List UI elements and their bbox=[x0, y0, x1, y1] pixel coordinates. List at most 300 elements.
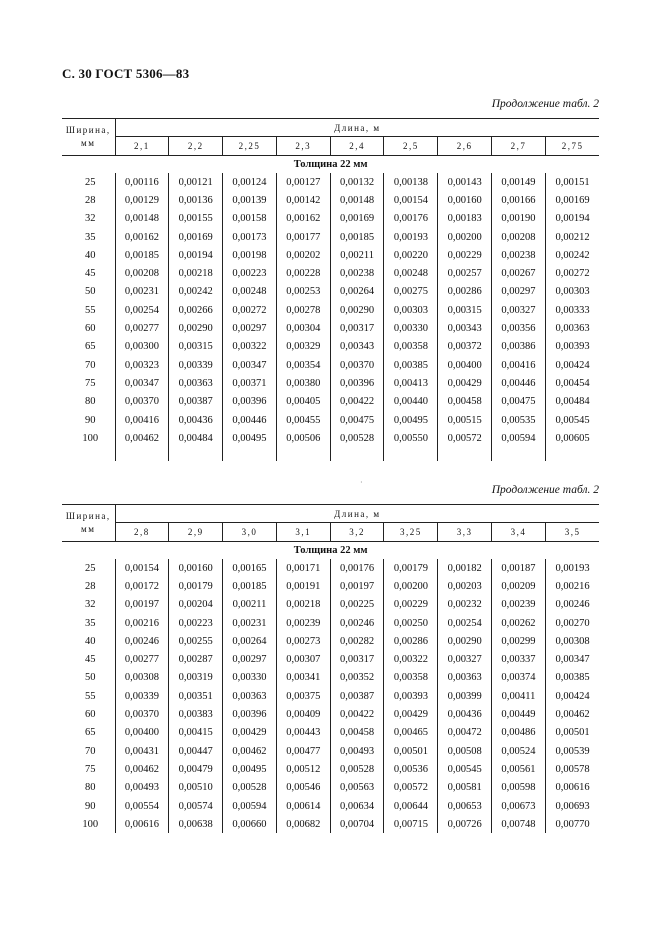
volume-cell: 0,00387 bbox=[330, 687, 384, 705]
length-value-header: 2,7 bbox=[492, 137, 546, 156]
volume-cell: 0,00429 bbox=[384, 705, 438, 723]
volume-cell: 0,00194 bbox=[545, 210, 599, 228]
table-row bbox=[62, 779, 599, 797]
volume-cell: 0,00239 bbox=[492, 596, 546, 614]
volume-cell: 0,00422 bbox=[330, 705, 384, 723]
volume-cell: 0,00220 bbox=[384, 246, 438, 264]
volume-cell: 0,00239 bbox=[276, 614, 330, 632]
volume-cell: 0,00183 bbox=[438, 210, 492, 228]
volume-cell: 0,00454 bbox=[545, 374, 599, 392]
volume-cell: 0,00508 bbox=[438, 742, 492, 760]
volume-cell: 0,00528 bbox=[330, 760, 384, 778]
volume-cell: 0,00208 bbox=[492, 228, 546, 246]
volume-cell: 0,00413 bbox=[384, 374, 438, 392]
width-cell: 45 bbox=[85, 268, 96, 280]
volume-cell: 0,00166 bbox=[492, 191, 546, 209]
volume-cell: 0,00297 bbox=[492, 283, 546, 301]
volume-cell: 0,00229 bbox=[438, 246, 492, 264]
volume-cell: 0,00218 bbox=[276, 596, 330, 614]
length-value-header: 3,2 bbox=[330, 523, 384, 542]
volume-cell: 0,00270 bbox=[545, 614, 599, 632]
volume-cell: 0,00475 bbox=[330, 411, 384, 429]
table-row bbox=[62, 283, 599, 301]
volume-cell: 0,00638 bbox=[169, 815, 223, 833]
volume-cell: 0,00385 bbox=[545, 669, 599, 687]
thickness-label: Толщина 22 мм bbox=[293, 159, 368, 170]
volume-cell: 0,00308 bbox=[545, 632, 599, 650]
volume-cell: 0,00351 bbox=[169, 687, 223, 705]
volume-cell: 0,00574 bbox=[169, 797, 223, 815]
volume-cell: 0,00372 bbox=[438, 338, 492, 356]
table-row bbox=[62, 669, 599, 687]
volume-cell: 0,00501 bbox=[384, 742, 438, 760]
width-cell: 50 bbox=[85, 286, 96, 298]
width-cell: 32 bbox=[85, 599, 96, 611]
volume-cell: 0,00124 bbox=[223, 173, 277, 191]
volume-cell: 0,00416 bbox=[492, 356, 546, 374]
page-header: С. 30 ГОСТ 5306—83 bbox=[62, 66, 190, 81]
table-row bbox=[62, 559, 599, 577]
volume-table-2 bbox=[62, 504, 599, 833]
volume-cell: 0,00299 bbox=[492, 632, 546, 650]
width-cell: 60 bbox=[85, 709, 96, 721]
width-cell: 100 bbox=[82, 818, 99, 830]
volume-cell: 0,00248 bbox=[223, 283, 277, 301]
volume-cell: 0,00248 bbox=[384, 264, 438, 282]
volume-cell: 0,00162 bbox=[276, 210, 330, 228]
volume-cell: 0,00172 bbox=[115, 577, 169, 595]
table-row bbox=[62, 596, 599, 614]
volume-cell: 0,00317 bbox=[330, 650, 384, 668]
volume-cell: 0,00286 bbox=[384, 632, 438, 650]
length-value-header: 3,4 bbox=[492, 523, 546, 542]
volume-cell: 0,00200 bbox=[384, 577, 438, 595]
volume-cell: 0,00169 bbox=[545, 191, 599, 209]
volume-cell: 0,00216 bbox=[115, 614, 169, 632]
table-tail-row bbox=[62, 447, 599, 461]
table-row bbox=[62, 264, 599, 282]
volume-cell: 0,00693 bbox=[545, 797, 599, 815]
volume-cell: 0,00462 bbox=[115, 429, 169, 447]
volume-cell: 0,00203 bbox=[438, 577, 492, 595]
volume-cell: 0,00704 bbox=[330, 815, 384, 833]
table-row bbox=[62, 724, 599, 742]
volume-cell: 0,00229 bbox=[384, 596, 438, 614]
volume-cell: 0,00308 bbox=[115, 669, 169, 687]
volume-cell: 0,00370 bbox=[115, 393, 169, 411]
volume-cell: 0,00187 bbox=[492, 559, 546, 577]
volume-cell: 0,00290 bbox=[330, 301, 384, 319]
volume-cell: 0,00550 bbox=[384, 429, 438, 447]
volume-cell: 0,00748 bbox=[492, 815, 546, 833]
volume-cell: 0,00399 bbox=[438, 687, 492, 705]
volume-cell: 0,00495 bbox=[384, 411, 438, 429]
volume-cell: 0,00449 bbox=[492, 705, 546, 723]
volume-cell: 0,00333 bbox=[545, 301, 599, 319]
width-cell: 70 bbox=[85, 359, 96, 371]
volume-cell: 0,00275 bbox=[384, 283, 438, 301]
width-cell: 75 bbox=[85, 763, 96, 775]
volume-cell: 0,00136 bbox=[169, 191, 223, 209]
volume-cell: 0,00539 bbox=[545, 742, 599, 760]
volume-cell: 0,00193 bbox=[384, 228, 438, 246]
volume-cell: 0,00715 bbox=[384, 815, 438, 833]
volume-cell: 0,00238 bbox=[330, 264, 384, 282]
table-row bbox=[62, 374, 599, 392]
length-value-header: 2,1 bbox=[115, 137, 169, 156]
volume-cell: 0,00290 bbox=[169, 319, 223, 337]
volume-cell: 0,00277 bbox=[115, 650, 169, 668]
length-value-header: 2,9 bbox=[169, 523, 223, 542]
volume-cell: 0,00616 bbox=[545, 779, 599, 797]
volume-cell: 0,00400 bbox=[438, 356, 492, 374]
volume-cell: 0,00393 bbox=[384, 687, 438, 705]
volume-cell: 0,00148 bbox=[115, 210, 169, 228]
volume-cell: 0,00387 bbox=[169, 393, 223, 411]
volume-cell: 0,00254 bbox=[438, 614, 492, 632]
volume-cell: 0,00431 bbox=[115, 742, 169, 760]
volume-cell: 0,00363 bbox=[545, 319, 599, 337]
volume-cell: 0,00231 bbox=[115, 283, 169, 301]
volume-cell: 0,00173 bbox=[223, 228, 277, 246]
volume-cell: 0,00660 bbox=[223, 815, 277, 833]
width-cell: 28 bbox=[85, 580, 96, 592]
volume-cell: 0,00211 bbox=[223, 596, 277, 614]
length-header: Длина, м bbox=[115, 119, 599, 137]
width-cell: 32 bbox=[85, 213, 96, 225]
table-row bbox=[62, 356, 599, 374]
volume-cell: 0,00512 bbox=[276, 760, 330, 778]
volume-cell: 0,00726 bbox=[438, 815, 492, 833]
width-cell: 65 bbox=[85, 727, 96, 739]
width-cell: 80 bbox=[85, 396, 96, 408]
volume-cell: 0,00446 bbox=[223, 411, 277, 429]
volume-cell: 0,00515 bbox=[438, 411, 492, 429]
length-value-header: 3,3 bbox=[438, 523, 492, 542]
volume-cell: 0,00264 bbox=[223, 632, 277, 650]
width-cell: 35 bbox=[85, 617, 96, 629]
volume-cell: 0,00411 bbox=[492, 687, 546, 705]
volume-cell: 0,00267 bbox=[492, 264, 546, 282]
volume-cell: 0,00682 bbox=[276, 815, 330, 833]
volume-cell: 0,00396 bbox=[330, 374, 384, 392]
volume-cell: 0,00409 bbox=[276, 705, 330, 723]
volume-cell: 0,00358 bbox=[384, 338, 438, 356]
volume-cell: 0,00228 bbox=[276, 264, 330, 282]
volume-cell: 0,00644 bbox=[384, 797, 438, 815]
volume-cell: 0,00341 bbox=[276, 669, 330, 687]
width-cell: 100 bbox=[82, 432, 99, 444]
width-cell: 80 bbox=[85, 782, 96, 794]
volume-cell: 0,00282 bbox=[330, 632, 384, 650]
volume-cell: 0,00510 bbox=[169, 779, 223, 797]
scan-dot: · bbox=[360, 478, 363, 487]
volume-cell: 0,00363 bbox=[438, 669, 492, 687]
volume-cell: 0,00572 bbox=[438, 429, 492, 447]
volume-cell: 0,00223 bbox=[169, 614, 223, 632]
width-cell: 40 bbox=[85, 635, 96, 647]
volume-cell: 0,00545 bbox=[545, 411, 599, 429]
volume-cell: 0,00598 bbox=[492, 779, 546, 797]
volume-cell: 0,00352 bbox=[330, 669, 384, 687]
volume-cell: 0,00581 bbox=[438, 779, 492, 797]
width-cell: 25 bbox=[85, 562, 96, 574]
table-row bbox=[62, 687, 599, 705]
volume-cell: 0,00370 bbox=[115, 705, 169, 723]
volume-cell: 0,00371 bbox=[223, 374, 277, 392]
volume-cell: 0,00424 bbox=[545, 687, 599, 705]
table-row bbox=[62, 301, 599, 319]
length-value-header: 3,0 bbox=[223, 523, 277, 542]
length-value-header: 2,8 bbox=[115, 523, 169, 542]
volume-cell: 0,00634 bbox=[330, 797, 384, 815]
volume-cell: 0,00396 bbox=[223, 393, 277, 411]
volume-cell: 0,00246 bbox=[330, 614, 384, 632]
table-row bbox=[62, 614, 599, 632]
width-cell: 60 bbox=[85, 323, 96, 335]
volume-cell: 0,00212 bbox=[545, 228, 599, 246]
volume-cell: 0,00501 bbox=[545, 724, 599, 742]
volume-cell: 0,00200 bbox=[438, 228, 492, 246]
volume-cell: 0,00446 bbox=[492, 374, 546, 392]
volume-table-1 bbox=[62, 118, 599, 461]
volume-cell: 0,00154 bbox=[115, 559, 169, 577]
volume-cell: 0,00232 bbox=[438, 596, 492, 614]
volume-cell: 0,00327 bbox=[438, 650, 492, 668]
length-value-header: 2,25 bbox=[223, 137, 277, 156]
volume-cell: 0,00363 bbox=[169, 374, 223, 392]
table-row bbox=[62, 815, 599, 833]
volume-cell: 0,00477 bbox=[276, 742, 330, 760]
volume-cell: 0,00185 bbox=[115, 246, 169, 264]
volume-cell: 0,00225 bbox=[330, 596, 384, 614]
volume-cell: 0,00363 bbox=[223, 687, 277, 705]
volume-cell: 0,00528 bbox=[330, 429, 384, 447]
volume-cell: 0,00317 bbox=[330, 319, 384, 337]
volume-cell: 0,00191 bbox=[276, 577, 330, 595]
volume-cell: 0,00197 bbox=[115, 596, 169, 614]
volume-cell: 0,00193 bbox=[545, 559, 599, 577]
volume-cell: 0,00455 bbox=[276, 411, 330, 429]
volume-cell: 0,00198 bbox=[223, 246, 277, 264]
volume-cell: 0,00158 bbox=[223, 210, 277, 228]
volume-cell: 0,00242 bbox=[169, 283, 223, 301]
volume-cell: 0,00330 bbox=[384, 319, 438, 337]
table-row bbox=[62, 577, 599, 595]
width-cell: 90 bbox=[85, 414, 96, 426]
volume-cell: 0,00142 bbox=[276, 191, 330, 209]
length-value-header: 2,4 bbox=[330, 137, 384, 156]
volume-cell: 0,00330 bbox=[223, 669, 277, 687]
volume-cell: 0,00273 bbox=[276, 632, 330, 650]
table-row bbox=[62, 632, 599, 650]
volume-cell: 0,00278 bbox=[276, 301, 330, 319]
volume-cell: 0,00231 bbox=[223, 614, 277, 632]
table-row bbox=[62, 319, 599, 337]
volume-cell: 0,00197 bbox=[330, 577, 384, 595]
volume-cell: 0,00264 bbox=[330, 283, 384, 301]
volume-cell: 0,00194 bbox=[169, 246, 223, 264]
table-row bbox=[62, 246, 599, 264]
volume-cell: 0,00472 bbox=[438, 724, 492, 742]
volume-cell: 0,00605 bbox=[545, 429, 599, 447]
volume-cell: 0,00254 bbox=[115, 301, 169, 319]
volume-cell: 0,00315 bbox=[169, 338, 223, 356]
volume-cell: 0,00277 bbox=[115, 319, 169, 337]
volume-cell: 0,00202 bbox=[276, 246, 330, 264]
volume-cell: 0,00216 bbox=[545, 577, 599, 595]
width-cell: 55 bbox=[85, 690, 96, 702]
volume-cell: 0,00524 bbox=[492, 742, 546, 760]
width-cell: 25 bbox=[85, 176, 96, 188]
volume-cell: 0,00171 bbox=[276, 559, 330, 577]
volume-cell: 0,00443 bbox=[276, 724, 330, 742]
volume-cell: 0,00337 bbox=[492, 650, 546, 668]
volume-cell: 0,00262 bbox=[492, 614, 546, 632]
volume-cell: 0,00169 bbox=[169, 228, 223, 246]
volume-cell: 0,00339 bbox=[169, 356, 223, 374]
length-header: Длина, м bbox=[115, 505, 599, 523]
volume-cell: 0,00149 bbox=[492, 173, 546, 191]
volume-cell: 0,00506 bbox=[276, 429, 330, 447]
volume-cell: 0,00185 bbox=[223, 577, 277, 595]
length-value-header: 3,25 bbox=[384, 523, 438, 542]
length-value-header: 3,5 bbox=[545, 523, 599, 542]
volume-cell: 0,00253 bbox=[276, 283, 330, 301]
width-header: Ширина, мм bbox=[62, 119, 115, 156]
volume-cell: 0,00385 bbox=[384, 356, 438, 374]
volume-cell: 0,00238 bbox=[492, 246, 546, 264]
volume-cell: 0,00493 bbox=[115, 779, 169, 797]
table-row bbox=[62, 173, 599, 191]
volume-cell: 0,00307 bbox=[276, 650, 330, 668]
volume-cell: 0,00129 bbox=[115, 191, 169, 209]
volume-cell: 0,00151 bbox=[545, 173, 599, 191]
volume-cell: 0,00572 bbox=[384, 779, 438, 797]
volume-cell: 0,00211 bbox=[330, 246, 384, 264]
volume-cell: 0,00339 bbox=[115, 687, 169, 705]
width-cell: 40 bbox=[85, 249, 96, 261]
volume-cell: 0,00179 bbox=[384, 559, 438, 577]
width-cell: 50 bbox=[85, 672, 96, 684]
volume-cell: 0,00561 bbox=[492, 760, 546, 778]
volume-cell: 0,00462 bbox=[545, 705, 599, 723]
volume-cell: 0,00356 bbox=[492, 319, 546, 337]
volume-cell: 0,00396 bbox=[223, 705, 277, 723]
width-cell: 45 bbox=[85, 654, 96, 666]
volume-cell: 0,00300 bbox=[115, 338, 169, 356]
table-row bbox=[62, 650, 599, 668]
volume-cell: 0,00223 bbox=[223, 264, 277, 282]
volume-cell: 0,00315 bbox=[438, 301, 492, 319]
table-row bbox=[62, 411, 599, 429]
length-value-header: 2,5 bbox=[384, 137, 438, 156]
volume-cell: 0,00179 bbox=[169, 577, 223, 595]
volume-cell: 0,00563 bbox=[330, 779, 384, 797]
volume-cell: 0,00447 bbox=[169, 742, 223, 760]
volume-cell: 0,00257 bbox=[438, 264, 492, 282]
volume-cell: 0,00155 bbox=[169, 210, 223, 228]
width-cell: 55 bbox=[85, 304, 96, 316]
table-row bbox=[62, 705, 599, 723]
volume-cell: 0,00272 bbox=[223, 301, 277, 319]
volume-cell: 0,00484 bbox=[169, 429, 223, 447]
table-row bbox=[62, 228, 599, 246]
volume-cell: 0,00218 bbox=[169, 264, 223, 282]
table-row bbox=[62, 429, 599, 447]
volume-cell: 0,00440 bbox=[384, 393, 438, 411]
length-value-header: 2,3 bbox=[276, 137, 330, 156]
volume-cell: 0,00386 bbox=[492, 338, 546, 356]
volume-cell: 0,00286 bbox=[438, 283, 492, 301]
volume-cell: 0,00127 bbox=[276, 173, 330, 191]
volume-cell: 0,00116 bbox=[115, 173, 169, 191]
volume-cell: 0,00297 bbox=[223, 319, 277, 337]
length-value-header: 2,75 bbox=[545, 137, 599, 156]
volume-cell: 0,00138 bbox=[384, 173, 438, 191]
volume-cell: 0,00143 bbox=[438, 173, 492, 191]
volume-cell: 0,00405 bbox=[276, 393, 330, 411]
width-cell: 28 bbox=[85, 194, 96, 206]
volume-cell: 0,00554 bbox=[115, 797, 169, 815]
volume-cell: 0,00329 bbox=[276, 338, 330, 356]
volume-cell: 0,00246 bbox=[545, 596, 599, 614]
volume-cell: 0,00354 bbox=[276, 356, 330, 374]
volume-cell: 0,00614 bbox=[276, 797, 330, 815]
volume-cell: 0,00458 bbox=[330, 724, 384, 742]
volume-cell: 0,00429 bbox=[438, 374, 492, 392]
volume-cell: 0,00139 bbox=[223, 191, 277, 209]
volume-cell: 0,00160 bbox=[438, 191, 492, 209]
volume-cell: 0,00616 bbox=[115, 815, 169, 833]
volume-cell: 0,00272 bbox=[545, 264, 599, 282]
table-row bbox=[62, 210, 599, 228]
volume-cell: 0,00393 bbox=[545, 338, 599, 356]
volume-cell: 0,00495 bbox=[223, 429, 277, 447]
volume-cell: 0,00358 bbox=[384, 669, 438, 687]
volume-cell: 0,00319 bbox=[169, 669, 223, 687]
volume-cell: 0,00303 bbox=[545, 283, 599, 301]
width-cell: 70 bbox=[85, 745, 96, 757]
volume-cell: 0,00242 bbox=[545, 246, 599, 264]
table-row bbox=[62, 760, 599, 778]
volume-cell: 0,00578 bbox=[545, 760, 599, 778]
volume-cell: 0,00415 bbox=[169, 724, 223, 742]
volume-cell: 0,00182 bbox=[438, 559, 492, 577]
volume-cell: 0,00673 bbox=[492, 797, 546, 815]
volume-cell: 0,00383 bbox=[169, 705, 223, 723]
table-row bbox=[62, 338, 599, 356]
table-continuation-label: Продолжение табл. 2 bbox=[491, 98, 599, 110]
volume-cell: 0,00370 bbox=[330, 356, 384, 374]
volume-cell: 0,00323 bbox=[115, 356, 169, 374]
volume-cell: 0,00429 bbox=[223, 724, 277, 742]
volume-cell: 0,00545 bbox=[438, 760, 492, 778]
volume-cell: 0,00462 bbox=[115, 760, 169, 778]
volume-cell: 0,00484 bbox=[545, 393, 599, 411]
width-cell: 75 bbox=[85, 377, 96, 389]
volume-cell: 0,00462 bbox=[223, 742, 277, 760]
volume-cell: 0,00176 bbox=[330, 559, 384, 577]
volume-cell: 0,00169 bbox=[330, 210, 384, 228]
volume-cell: 0,00458 bbox=[438, 393, 492, 411]
table-continuation-label: Продолжение табл. 2 bbox=[491, 484, 599, 496]
volume-cell: 0,00255 bbox=[169, 632, 223, 650]
volume-cell: 0,00400 bbox=[115, 724, 169, 742]
length-value-header: 2,2 bbox=[169, 137, 223, 156]
volume-cell: 0,00290 bbox=[438, 632, 492, 650]
volume-cell: 0,00653 bbox=[438, 797, 492, 815]
